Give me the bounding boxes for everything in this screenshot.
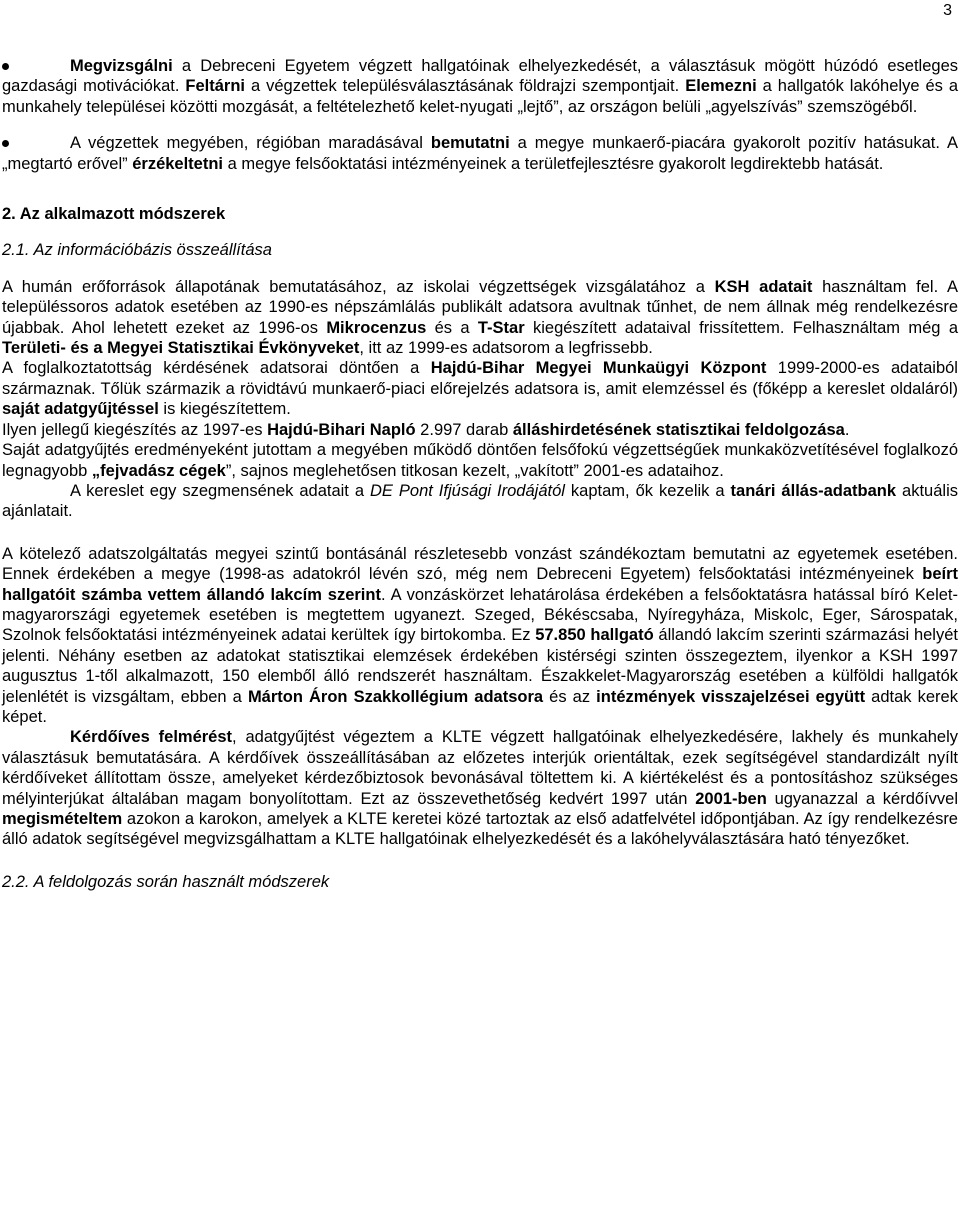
section-heading: 2. Az alkalmazott módszerek bbox=[2, 205, 226, 224]
text-run: 1999-2000-es adataiból származnak. Tőlük származik a rövidtávú munkaerő-piaci előrejelzés adatsora is, amit elemzéssel és (főképp a kereslet oldaláról) bbox=[2, 359, 958, 398]
text-run: és az bbox=[543, 687, 597, 706]
emphasis-bold: Feltárni bbox=[185, 77, 246, 96]
emphasis-bold: tanári állás-adatbank bbox=[730, 481, 897, 500]
emphasis-bold: saját adatgyűjtéssel bbox=[2, 400, 159, 419]
paragraph bbox=[2, 277, 958, 359]
text-run: , itt az 1999-es adatsorom a legfrissebb. bbox=[359, 339, 653, 358]
page-number: 3 bbox=[943, 2, 952, 19]
paragraph bbox=[2, 420, 958, 440]
text-run: 2.997 darab bbox=[415, 420, 513, 439]
emphasis-bold: 2001-ben bbox=[695, 789, 767, 808]
text-run: . A vonzáskörzet lehatárolása érdekében a felsőoktatásra hatással bíró Kelet-magyarországi egyetemek esetében is megtettem ugyanezt. Szeged, Békéscsaba, Nyíregyháza, Miskolc, Eger, Sárospatak, Szolnok felsőoktatási intézményeinek adatai kerültek így birtokomba. Ez bbox=[2, 585, 958, 645]
emphasis-bold: Területi- és a Megyei Statisztikai Évkönyveket bbox=[2, 339, 360, 358]
emphasis-bold: Kérdőíves felmérést bbox=[70, 728, 233, 747]
emphasis-bold: Márton Áron Szakkollégium adatsora bbox=[247, 687, 544, 706]
paragraph bbox=[2, 440, 958, 481]
text-run: , adatgyűjtést végeztem a KLTE végzett hallgatóinak elhelyezkedésére, lakhely és munkahely választásuk bemutatására. A kérdőívek összeállításában az előzetes interjúk orientáltak, ezek segítségével standardizált nyílt kérdőíveket állítottam össze, amelyeket kérdezőbiztosok bevonásával töltettem ki. A kiértékelést és a pontosításhoz szükséges mélyinterjúkat általában magam bonyolítottam. Ezt az összevethetőség kedvért 1997 után bbox=[2, 728, 958, 808]
text-run: adtak kerek képet. bbox=[2, 687, 958, 726]
emphasis-bold: megismételtem bbox=[2, 810, 123, 828]
methods-text bbox=[2, 277, 958, 850]
text-run: A kötelező adatszolgáltatás megyei szintű bontásánál részletesebb vonzást szándékoztam bemutatni az egyetemek esetében. Ennek érdekében a megye (1998-as adatokról lévén szó, még nem Debreceni Egyetem) felsőoktatási intézményeinek bbox=[2, 544, 958, 584]
text-run: azokon a karokon, amelyek a KLTE keretei közé tartoztak az első adatfelvétel időpontjában. Az így rendelkezésre álló adatok segítségével megvizsgálhattam a KLTE hallgatóinak elhelyezkedését és a lakóhelyválasztására ható tényezőket. bbox=[2, 810, 958, 849]
emphasis-bold: Hajdú-Bihar Megyei Munkaügyi Központ bbox=[430, 359, 767, 378]
text-run: A kereslet egy szegmensének adatait a bbox=[70, 481, 370, 500]
subsection-heading-2: 2.2. A feldolgozás során használt módszerek bbox=[2, 872, 330, 891]
text-run: A foglalkoztatottság kérdésének adatsorai döntően a bbox=[2, 359, 431, 378]
emphasis-bold: Elemezni bbox=[685, 77, 757, 96]
bullet-item bbox=[2, 133, 958, 174]
text-run: és a bbox=[426, 318, 478, 337]
emphasis-bold: érzékeltetni bbox=[132, 154, 224, 173]
text-run: Saját adatgyűjtés eredményeként jutottam a megyében működő döntően felsőfokú végzettségűek munkaközvetítésével foglalkozó legnagyobb bbox=[2, 441, 958, 480]
text-run: használtam fel. A településsoros adatok esetében az 1990-es népszámlálás publikált adatsora avultnak tűnhet, de nem állnak még rendelkezésre újabbak. Ahol lehetett ezeket az 1996-os bbox=[2, 277, 958, 337]
text-run: ”, sajnos meglehetősen titkosan kezelt, „vakított” 2001-es adataihoz. bbox=[225, 461, 724, 480]
text-run: kiegészített adataival frissítettem. Felhasználtam még a bbox=[524, 318, 958, 337]
emphasis-bold: álláshirdetésének statisztikai feldolgozása bbox=[512, 420, 845, 439]
emphasis-bold: intézmények visszajelzései együtt bbox=[596, 687, 866, 706]
text-run: . bbox=[844, 420, 850, 439]
emphasis-bold: bemutatni bbox=[430, 134, 510, 153]
text-run: a Debreceni Egyetem végzett hallgatóinak elhelyezkedését, a választásuk mögött húzódó esetleges gazdasági motivációkat. bbox=[2, 57, 958, 96]
text-run: a megye felsőoktatási intézményeinek a területfejlesztésre gyakorolt legdirektebb hatását. bbox=[223, 154, 884, 173]
emphasis-bold: Mikrocenzus bbox=[326, 318, 427, 337]
text-run: állandó lakcím szerinti származási helyét jelenti. Néhány esetben az adatokat statisztikai elemzések érdekében kistérségi szinten összegeztem, ilyenkor a KSH 1997 augusztus 1-től alkalmazott, 150 elemből álló rendszerét használtam. Északkelet-Magyarország esetében a külföldi hallgatók jelenlétét is vizsgáltam, ebben a bbox=[2, 626, 958, 706]
bullet-icon bbox=[2, 140, 9, 147]
emphasis-bold: KSH adatait bbox=[714, 277, 813, 296]
emphasis-bold: Megvizsgálni bbox=[70, 57, 173, 75]
text-run: A humán erőforrások állapotának bemutatásához, az iskolai végzettségek vizsgálatához a bbox=[2, 277, 715, 296]
emphasis-italic: DE Pont Ifjúsági Irodájától bbox=[370, 481, 565, 500]
paragraph bbox=[2, 544, 958, 728]
text-run: a végzettek településválasztásának földrajzi szempontjait. bbox=[245, 77, 686, 96]
paragraph bbox=[2, 358, 958, 419]
text-run: Ilyen jellegű kiegészítés az 1997-es bbox=[2, 420, 268, 439]
emphasis-bold: „fejvadász cégek bbox=[91, 461, 226, 480]
text-run: aktuális ajánlatait. bbox=[2, 481, 958, 521]
bullet-item bbox=[2, 56, 958, 117]
subsection-heading-1: 2.1. Az információbázis összeállítása bbox=[2, 241, 272, 260]
text-run: a hallgatók lakóhelye és a munkahely települései közötti mozgását, a feltételezhető kelet-nyugati „lejtő”, az országon belüli „agyelszívás” szemszögéből. bbox=[2, 77, 958, 116]
bullet-icon bbox=[2, 63, 9, 70]
text-run: A végzettek megyében, régióban maradásával bbox=[70, 134, 431, 153]
text-run: a megye munkaerő-piacára gyakorolt pozitív hatásukat. A „megtartó erővel” bbox=[2, 134, 958, 173]
text-run: kaptam, ők kezelik a bbox=[564, 481, 731, 500]
document-body bbox=[2, 56, 958, 892]
emphasis-bold: beírt hallgatóit számba vettem állandó lakcím szerint bbox=[2, 565, 958, 604]
text-run: is kiegészítettem. bbox=[158, 400, 291, 419]
emphasis-bold: 57.850 hallgató bbox=[535, 626, 654, 645]
emphasis-bold: T-Star bbox=[477, 318, 525, 337]
paragraph bbox=[2, 481, 958, 522]
paragraph bbox=[2, 727, 958, 849]
emphasis-bold: Hajdú-Bihari Napló bbox=[267, 420, 416, 439]
text-run: ugyanazzal a kérdőívvel bbox=[766, 789, 958, 808]
objectives-list bbox=[2, 56, 958, 174]
